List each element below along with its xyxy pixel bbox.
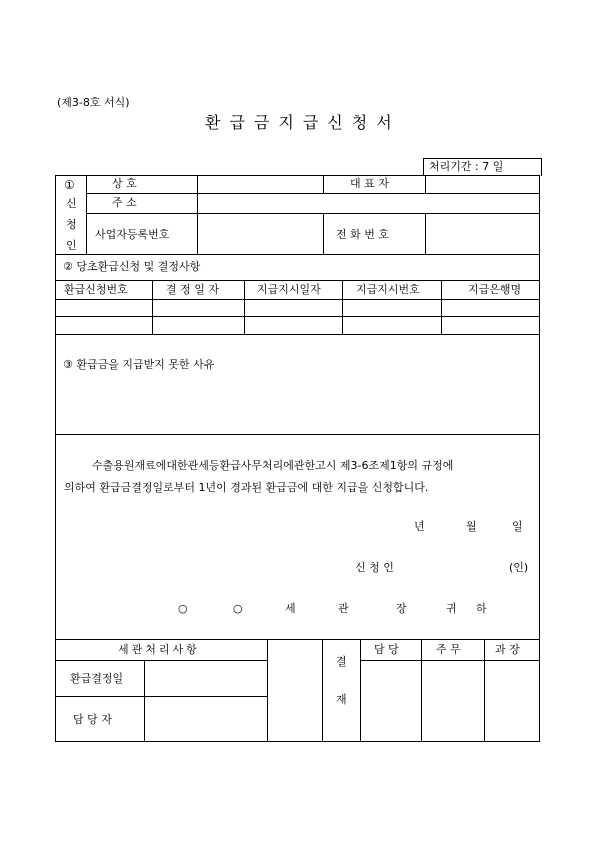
customs-section-title: 세관처리사항 xyxy=(118,643,200,656)
address-label: 주 소 xyxy=(112,196,137,209)
applicant-sign-label: 신 청 인 xyxy=(355,561,394,574)
phone-label: 전 화 번 호 xyxy=(336,228,389,241)
company-name-label: 상 호 xyxy=(112,177,137,190)
header-bank-name: 지급은행명 xyxy=(468,283,522,296)
statement-line-1: 수출용원재료에대한관세등환급사무처리에관한고시 제3-6조제1항의 규정에 xyxy=(92,459,454,472)
date-day: 일 xyxy=(512,520,523,533)
approval-col-director: 과 장 xyxy=(495,643,520,656)
header-payment-order-date: 지급지시일자 xyxy=(257,283,321,296)
addressee-6: 귀 xyxy=(446,602,457,615)
approval-label-2: 재 xyxy=(336,693,347,706)
addressee-7: 하 xyxy=(476,602,487,615)
approval-label-1: 결 xyxy=(336,655,347,668)
processing-period: 처리기간 : 7 일 xyxy=(429,160,504,173)
applicant-label-2: 청 xyxy=(66,218,77,231)
addressee-1: ○ xyxy=(178,602,188,615)
section2-title: ② 당초환급신청 및 결정사항 xyxy=(63,260,201,273)
header-payment-order-no: 지급지시번호 xyxy=(356,283,420,296)
addressee-5: 장 xyxy=(396,602,407,615)
date-month: 월 xyxy=(466,520,477,533)
approval-col-chief: 주 무 xyxy=(436,643,461,656)
date-year: 년 xyxy=(414,520,425,533)
seal-mark: (인) xyxy=(509,561,529,574)
applicant-label-3: 인 xyxy=(66,239,77,252)
form-number: (제3-8호 서식) xyxy=(57,96,130,109)
header-decision-date: 결 정 일 자 xyxy=(166,283,219,296)
addressee-4: 관 xyxy=(338,602,349,615)
approval-col-officer: 담 당 xyxy=(374,643,399,656)
applicant-circle-num: ① xyxy=(64,178,75,192)
decision-date-label: 환급결정일 xyxy=(70,672,124,685)
applicant-label-1: 신 xyxy=(66,197,77,210)
statement-line-2: 의하여 환급금결정일로부터 1년이 경과된 환급금에 대한 지급을 신청합니다. xyxy=(64,481,429,494)
officer-label: 담 당 자 xyxy=(73,713,112,726)
page-title: 환급금지급신청서 xyxy=(205,113,401,132)
business-reg-label: 사업자등록번호 xyxy=(95,228,170,241)
representative-label: 대 표 자 xyxy=(350,177,389,190)
addressee-2: ○ xyxy=(233,602,243,615)
section3-title: ③ 환급금을 지급받지 못한 사유 xyxy=(63,358,215,371)
addressee-3: 세 xyxy=(285,602,296,615)
header-refund-app-no: 환급신청번호 xyxy=(64,283,128,296)
